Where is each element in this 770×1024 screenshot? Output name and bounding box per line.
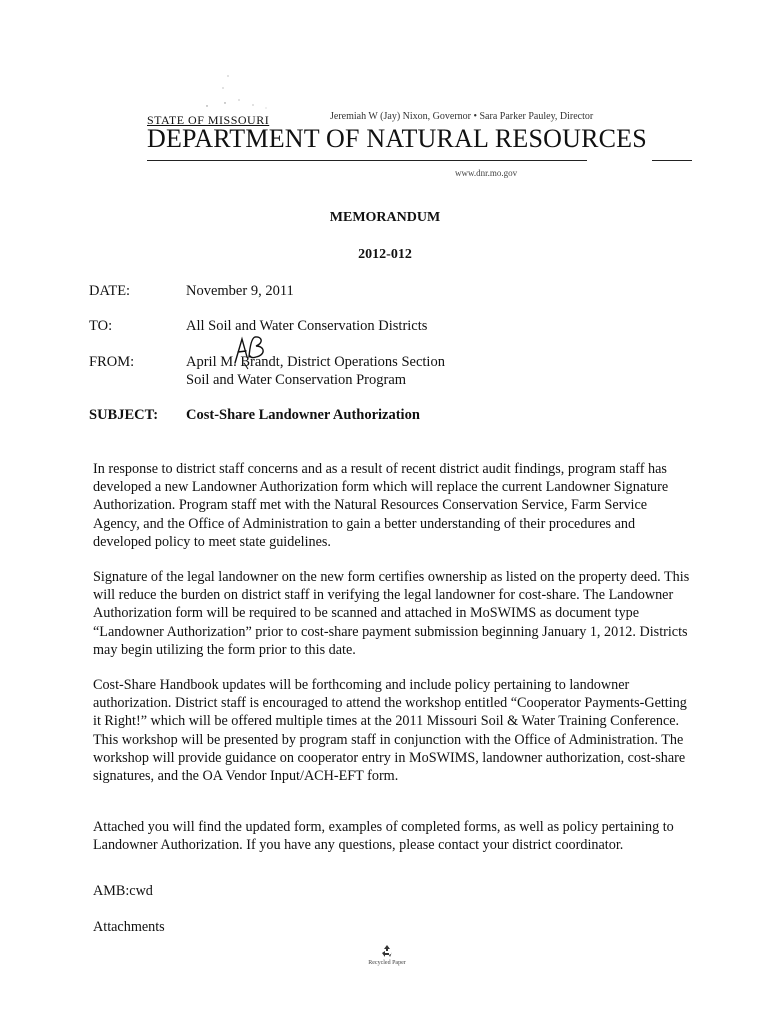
from-value-line2: Soil and Water Conservation Program <box>186 372 407 388</box>
typist-initials: AMB:cwd <box>93 883 153 899</box>
paragraph-text: Signature of the legal landowner on the new form certifies ownership as listed on the property deed. This will reduce the burden on district staff in verifying the legal landowner for cost-share. The Landowner Authorization form will be required to be scanned and attached in MoSWIMS as document type “Landowner Authorization” prior to cost-share payment submission beginning January 1, 2012. Districts may begin utilizing the form prior to this date. <box>93 569 690 658</box>
subject-value: Cost-Share Landowner Authorization <box>186 407 420 423</box>
scan-specks <box>195 70 285 110</box>
to-label: TO: <box>89 318 113 334</box>
letterhead-rule <box>147 160 587 161</box>
attachments-note: Attachments <box>93 919 165 935</box>
paragraph-text: Cost-Share Handbook updates will be forthcoming and include policy pertaining to landowner authorization. District staff is encouraged to attend the workshop entitled “Cooperator Payments-Getting it Right!” which will be offered multiple times at the 2011 Missouri Soil & Water Training Conference. This workshop will be presented by program staff in conjunction with the Office of Administration. The workshop will provide guidance on cooperator entry in MoSWIMS, landowner authorization, cost-share signatures, and the OA Vendor Input/ACH-EFT form. <box>93 677 687 785</box>
body-paragraph-4 <box>93 818 693 854</box>
date-label: DATE: <box>89 283 131 299</box>
letterhead-rule-short <box>652 160 692 161</box>
memo-number: 2012-012 <box>358 247 412 262</box>
from-value-line1: April M. Brandt, District Operations Section <box>186 354 445 370</box>
recycled-paper-label: Recycled Paper <box>368 960 406 966</box>
body-paragraph-1 <box>93 460 693 551</box>
paragraph-text: Attached you will find the updated form, examples of completed forms, as well as policy pertaining to Landowner Authorization. If you have any questions, please contact your district coordinator. <box>93 819 674 854</box>
body-paragraph-3 <box>93 676 693 785</box>
subject-label: SUBJECT: <box>89 407 159 423</box>
state-name: STATE OF MISSOURI <box>147 113 270 127</box>
officials-line: Jeremiah W (Jay) Nixon, Governor • Sara Parker Pauley, Director <box>330 111 594 122</box>
from-label: FROM: <box>89 354 135 370</box>
paragraph-text: In response to district staff concerns and as a result of recent district audit findings, program staff has developed a new Landowner Authorization form which will replace the current Landowner Signature Authorization. Program staff met with the Natural Resources Conservation Service, Farm Service Agency, and the Office of Administration to gain a better understanding of their procedures and developed policy to meet state guidelines. <box>93 461 669 550</box>
website: www.dnr.mo.gov <box>455 168 518 178</box>
date-value: November 9, 2011 <box>186 283 294 299</box>
body-paragraph-2 <box>93 568 693 659</box>
memo-title: MEMORANDUM <box>329 210 441 225</box>
department-name: DEPARTMENT OF NATURAL RESOURCES <box>147 124 647 153</box>
to-value: All Soil and Water Conservation Districts <box>186 318 428 334</box>
handwritten-initials <box>232 333 272 371</box>
